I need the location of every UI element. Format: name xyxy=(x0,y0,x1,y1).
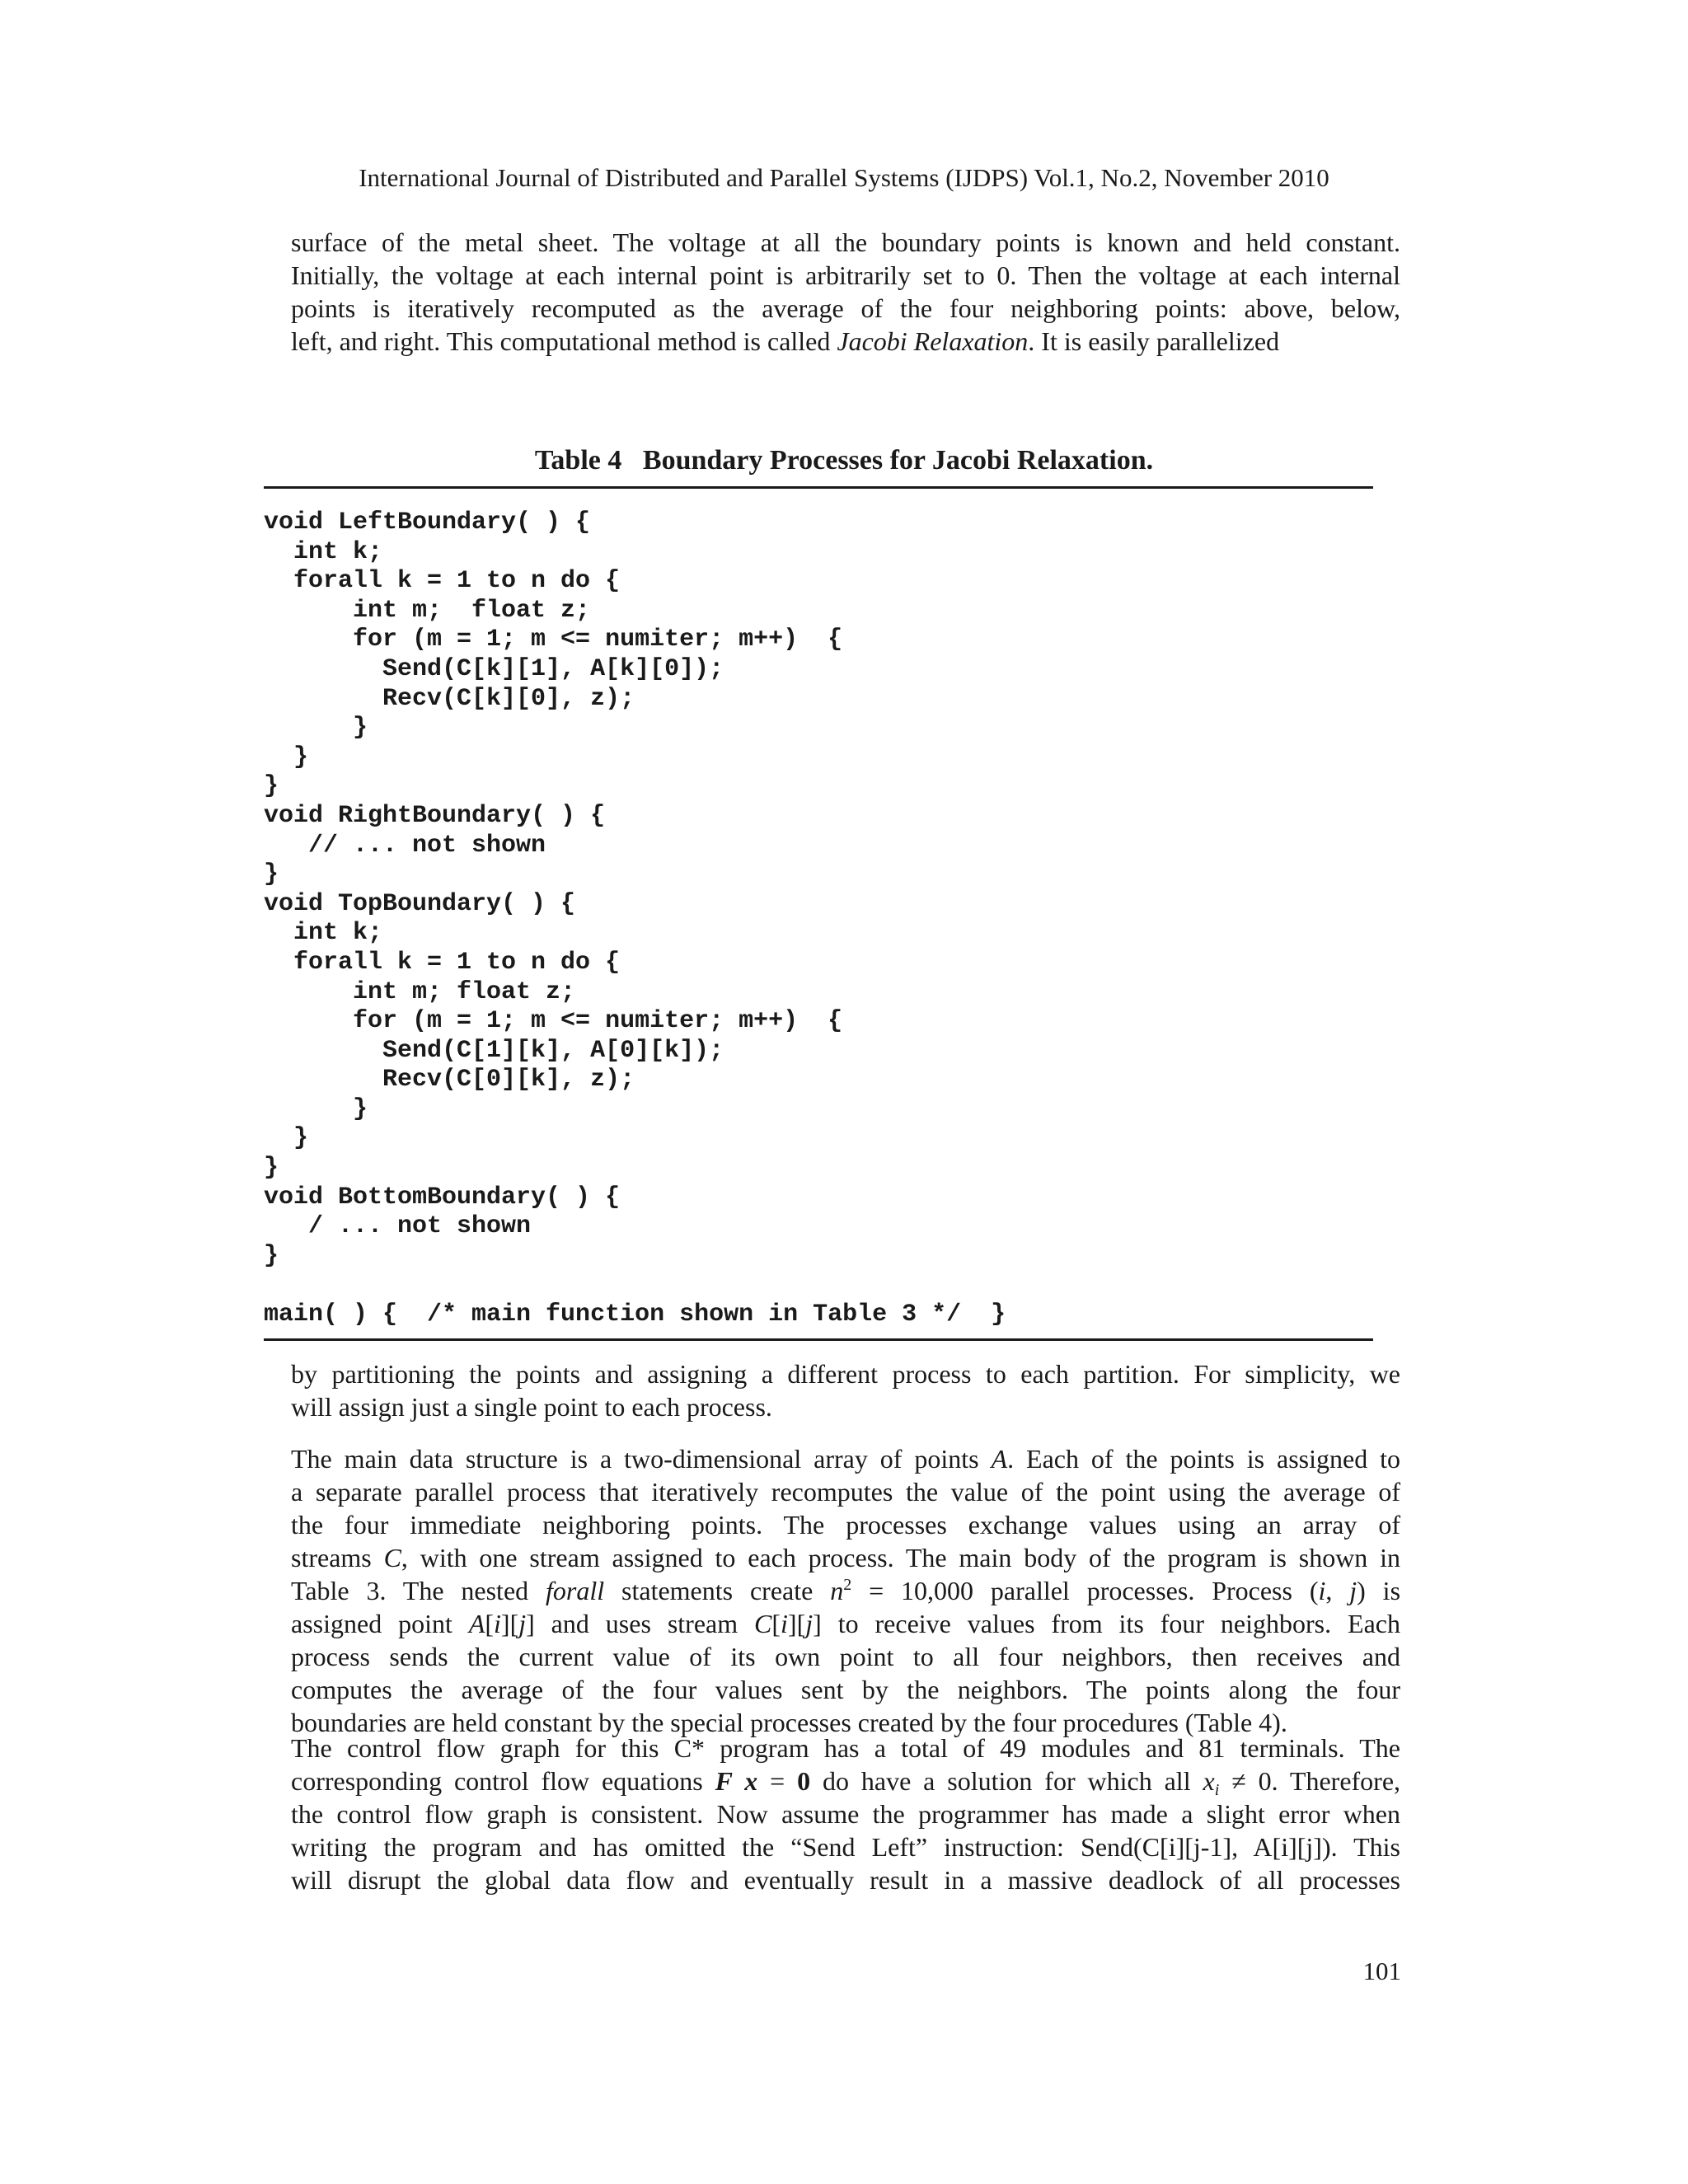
code-line: int k; xyxy=(264,537,383,566)
table-bottom-rule xyxy=(264,1338,1373,1341)
code-line: } xyxy=(264,772,279,801)
text-line: the control flow graph is consistent. Now assume the programmer has made a slight error when xyxy=(291,1799,1400,1829)
table-title: Boundary Processes for Jacobi Relaxation. xyxy=(642,445,1154,476)
code-line xyxy=(264,1271,1006,1301)
code-line: for (m = 1; m <= numiter; m++) { xyxy=(264,1007,843,1036)
code-line: } xyxy=(264,743,309,771)
text-line: will assign just a single point to each process. xyxy=(291,1392,772,1422)
intro-paragraph xyxy=(291,226,1400,358)
code-line: } xyxy=(264,1094,368,1123)
code-line: Send(C[k][1], A[k][0]); xyxy=(264,654,724,683)
paragraph-partitioning xyxy=(291,1357,1400,1423)
text-line: computes the average of the four values sent by the neighbors. The points along the four xyxy=(291,1675,1400,1704)
code-line: // ... not shown xyxy=(264,831,546,860)
paragraph-data-structure xyxy=(291,1442,1400,1739)
text-line: assigned point A[i][j] and uses stream C[i][j] to receive values from its four neighbors. Each xyxy=(291,1609,1400,1638)
code-line: int m; float z; xyxy=(264,977,576,1006)
code-line: for (m = 1; m <= numiter; m++) { xyxy=(264,626,843,654)
code-line: } xyxy=(264,1154,279,1183)
code-line: int k; xyxy=(264,919,383,948)
code-line: forall k = 1 to n do { xyxy=(264,948,621,977)
code-line: main( ) { /* main function shown in Table 3 */ } xyxy=(264,1301,1006,1329)
code-line: } xyxy=(264,1124,309,1153)
code-line: Recv(C[0][k], z); xyxy=(264,1066,635,1094)
code-line: / ... not shown xyxy=(264,1212,532,1241)
table-caption xyxy=(0,443,1688,478)
code-line: Recv(C[k][0], z); xyxy=(264,684,635,713)
code-line: void RightBoundary( ) { xyxy=(264,801,606,830)
page-number: 101 xyxy=(1362,1957,1401,1985)
table-top-rule xyxy=(264,486,1373,489)
text-line: will disrupt the global data flow and eventually result in a massive deadlock of all processes xyxy=(291,1865,1400,1895)
code-line: void BottomBoundary( ) { xyxy=(264,1183,621,1212)
text-line: left, and right. This computational method is called Jacobi Relaxation. It is easily parallelized xyxy=(291,326,1280,356)
text-line: The control flow graph for this C* program has a total of 49 modules and 81 terminals. The xyxy=(291,1733,1400,1763)
code-listing xyxy=(264,509,1006,1330)
code-line: } xyxy=(264,714,368,743)
text-line: a separate parallel process that iteratively recomputes the value of the point using the average of xyxy=(291,1477,1400,1507)
paragraph-control-flow xyxy=(291,1732,1400,1896)
text-line: surface of the metal sheet. The voltage at all the boundary points is known and held constant. xyxy=(291,227,1400,257)
text-line: points is iteratively recomputed as the average of the four neighboring points: above, below, xyxy=(291,293,1400,323)
code-line: Send(C[1][k], A[0][k]); xyxy=(264,1036,724,1065)
term-jacobi-relaxation: Jacobi Relaxation xyxy=(837,326,1029,356)
running-header: International Journal of Distributed and Parallel Systems (IJDPS) Vol.1, No.2, November 2010 xyxy=(359,163,1329,192)
code-line: void LeftBoundary( ) { xyxy=(264,509,591,537)
text-line: Initially, the voltage at each internal point is arbitrarily set to 0. Then the voltage at each internal xyxy=(291,260,1400,290)
code-line: void TopBoundary( ) { xyxy=(264,889,576,918)
code-line: } xyxy=(264,860,279,889)
code-line: } xyxy=(264,1241,279,1270)
text-line: The main data structure is a two-dimensional array of points A. Each of the points is assigned to xyxy=(291,1444,1401,1474)
text-line: by partitioning the points and assigning a different process to each partition. For simplicity, we xyxy=(291,1359,1400,1389)
text-line: Table 3. The nested forall statements create $n^2 = 10,000$ parallel processes. Process (i, j) is xyxy=(291,1576,1401,1605)
text-line: boundaries are held constant by the special processes created by the four procedures (Table 4). xyxy=(291,1708,1287,1737)
table-number: Table 4 xyxy=(534,445,622,476)
text-line: streams C, with one stream assigned to each process. The main body of the program is shown in xyxy=(291,1543,1401,1572)
text-line: corresponding control flow equations F x = 0 do have a solution for which all $x_i \ne 0$. Therefore, xyxy=(291,1766,1401,1799)
text-line: writing the program and has omitted the “Send Left” instruction: Send(C[i][j-1], A[i][j]). This xyxy=(291,1832,1400,1862)
text-line: the four immediate neighboring points. The processes exchange values using an array of xyxy=(291,1510,1400,1540)
code-line: int m; float z; xyxy=(264,596,591,625)
text-line: process sends the current value of its own point to all four neighbors, then receives and xyxy=(291,1642,1400,1671)
code-line: forall k = 1 to n do { xyxy=(264,567,621,596)
